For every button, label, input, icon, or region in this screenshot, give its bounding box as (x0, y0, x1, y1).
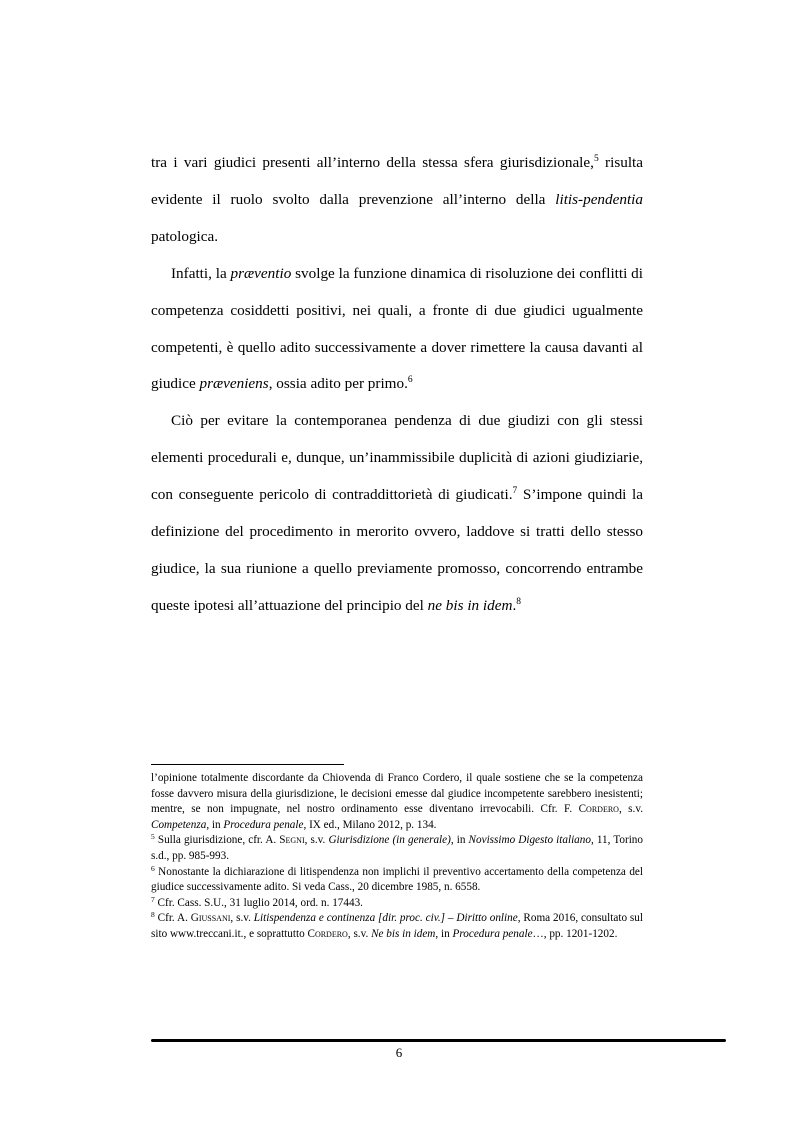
page-footer-rule (151, 1039, 726, 1042)
footnote-continuation: l’opinione totalmente discordante da Chiovenda di Franco Cordero, il quale sostiene che se la competenza fosse davvero misura della giurisdizione, le decisioni emesse dal giudice incompetente sarebbero inesistenti; mentre, se non impugnate, nel nostro ordinamento esse diventano irrevocabili. Cfr. F. Cordero, s.v. Competenza, in Procedura penale, IX ed., Milano 2012, p. 134. (151, 772, 643, 831)
paragraph-3: Ciò per evitare la contemporanea pendenza di due giudizi con gli stessi elementi procedurali e, dunque, un’inammissibile duplicità di azioni giudiziarie, con conseguente pericolo di contraddittorietà di giudicati.$^7$ S’impone quindi la definizione del procedimento in merorito ovvero, laddove si tratti dello stesso giudice, la sua riunione a quello previamente promosso, concorrendo entrambe queste ipotesi all’attuazione del principio del ne bis in idem.$^8$ (151, 412, 643, 614)
footnote-7: $^7$ Cfr. Cass. S.U., 31 luglio 2014, ord. n. 17443. (151, 894, 363, 909)
footnote-5: $^5$ Sulla giurisdizione, cfr. A. Segni, s.v. Giurisdizione (in generale), in Novissimo Digesto italiano, 11, Torino s.d., pp. 985-993. (151, 832, 643, 862)
footnote-ref-5[interactable]: 5 (593, 154, 599, 164)
footnote-ref-7[interactable]: 7 (512, 486, 518, 497)
footnotes (151, 771, 643, 943)
footnote-separator (151, 764, 344, 765)
footnote-8: $^8$ Cfr. A. Giussani, s.v. Litispendenza e continenza [dir. proc. civ.] – Diritto online, Roma 2016, consultato sul sito www.treccani.it., e soprattutto Cordero, s.v. Ne bis in idem, in Procedura penale…, pp. 1201-1202. (151, 910, 643, 940)
footnote-6: $^6$ Nonostante la dichiarazione di litispendenza non implichi il preventivo accertamento della competenza del giudice successivamente adito. Si veda Cass., 20 dicembre 1985, n. 6558. (151, 863, 643, 894)
footnote-ref-8[interactable]: 8 (516, 596, 522, 607)
main-text (151, 145, 643, 625)
footnote-ref-6[interactable]: 6 (407, 375, 413, 386)
paragraph-2: Infatti, la præventio svolge la funzione dinamica di risoluzione dei conflitti di competenza cosiddetti positivi, nei quali, a fronte di due giudici ugualmente competenti, è quello adito successivamente a dover rimettere la causa davanti al giudice præveniens, ossia adito per primo.$^6$ (151, 264, 643, 393)
page-number: 6 (395, 1045, 403, 1060)
paragraph-1: tra i vari giudici presenti all’interno della stessa sfera giurisdizionale,$^5$ risulta evidente il ruolo svolto dalla prevenzione all’interno della litis-pendentia patologica. (151, 154, 644, 245)
